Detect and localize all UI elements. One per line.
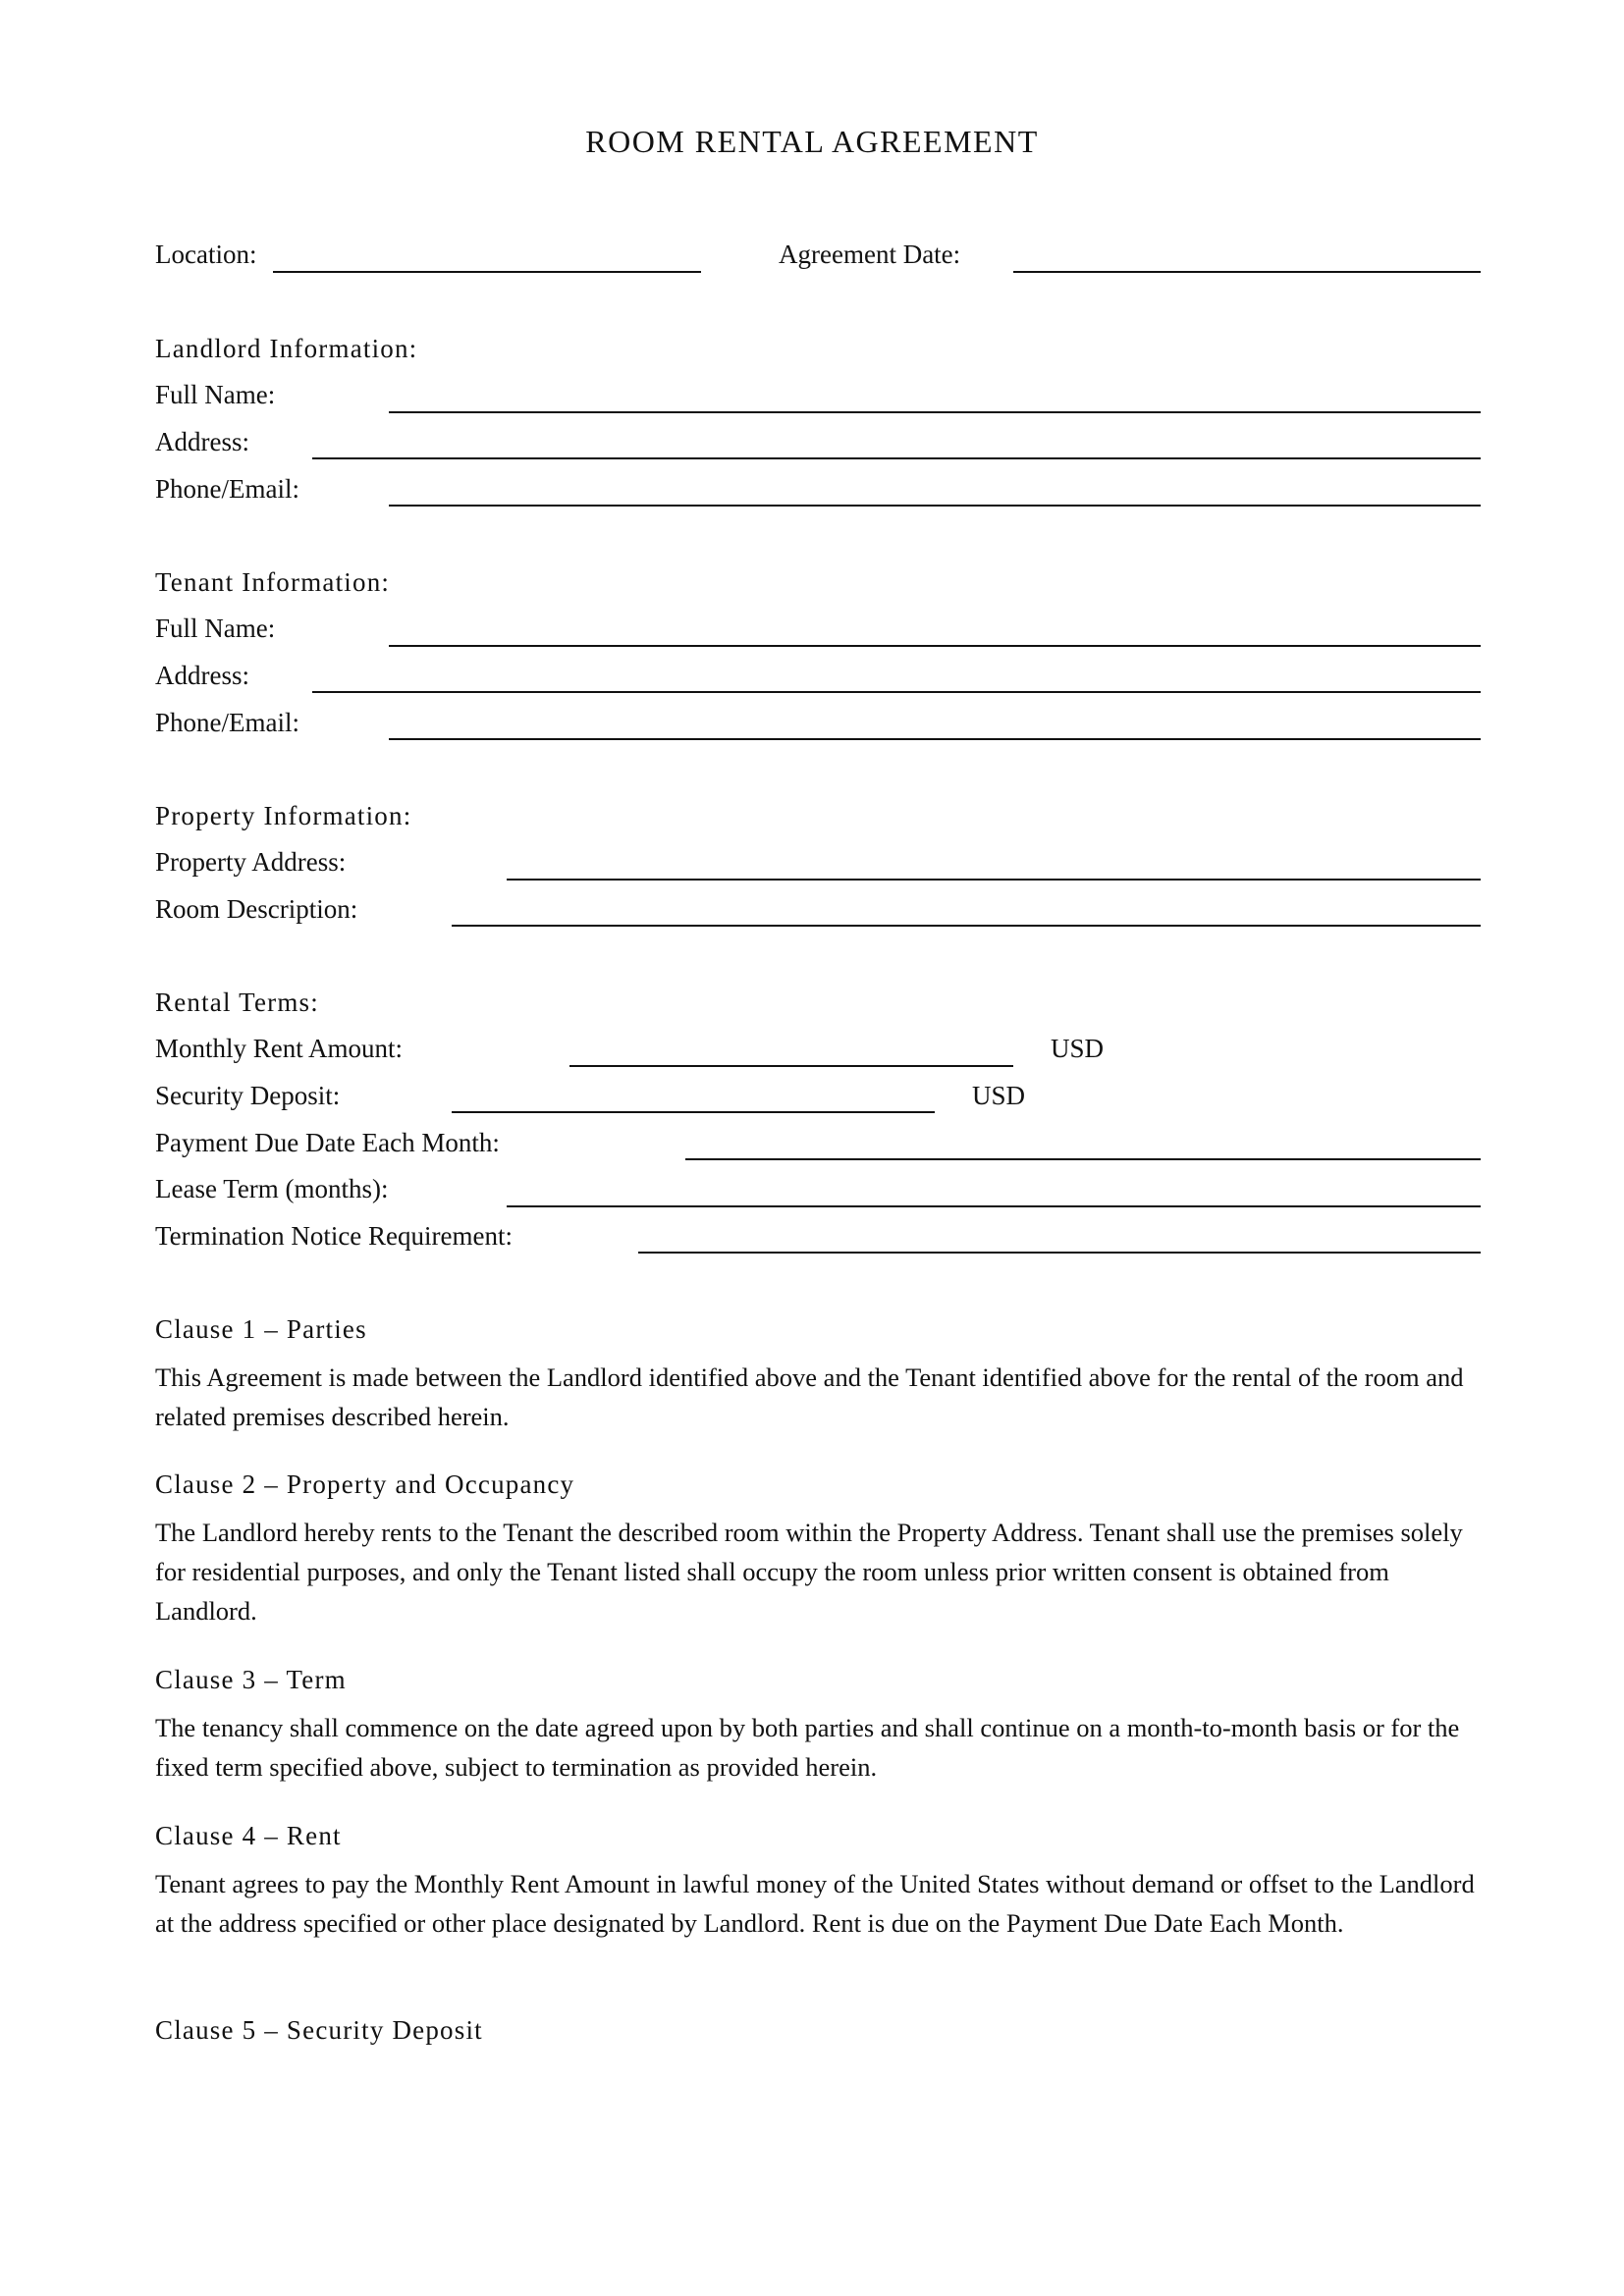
- agreement-date-field[interactable]: [1013, 271, 1481, 273]
- clause-title: Clause 2 – Property and Occupancy: [155, 1469, 575, 1499]
- security-deposit-unit: USD: [972, 1081, 1026, 1110]
- property-address-label: Property Address:: [155, 847, 347, 877]
- tenant-phone-email-label: Phone/Email:: [155, 708, 299, 737]
- landlord-full-name-label: Full Name:: [155, 380, 276, 409]
- clause-text: This Agreement is made between the Landlord identified above and the Tenant identified above for the rental of the room and related premises described herein.: [155, 1362, 1464, 1431]
- clause-title: Clause 4 – Rent: [155, 1821, 342, 1850]
- security-deposit-field[interactable]: [452, 1111, 935, 1113]
- landlord-phone-email-label: Phone/Email:: [155, 474, 299, 504]
- landlord-phone-email-field[interactable]: [389, 505, 1481, 507]
- payment-due-field[interactable]: [685, 1158, 1481, 1160]
- monthly-rent-unit: USD: [1051, 1034, 1105, 1063]
- location-label: Location:: [155, 240, 257, 269]
- landlord-address-field[interactable]: [312, 457, 1481, 459]
- property-heading: Property Information:: [155, 801, 412, 830]
- termination-notice-label: Termination Notice Requirement:: [155, 1221, 513, 1251]
- clause-text: The Landlord hereby rents to the Tenant the described room within the Property Address. Tenant shall use the premises solely for residential purposes, and only the Tenant listed shall occupy the room unless prior written consent is obtained from Landlord.: [155, 1518, 1463, 1626]
- monthly-rent-field[interactable]: [569, 1065, 1013, 1067]
- landlord-full-name-field[interactable]: [389, 411, 1481, 413]
- document-title: ROOM RENTAL AGREEMENT: [585, 124, 1039, 159]
- clause-title: Clause 5 – Security Deposit: [155, 2015, 483, 2045]
- property-address-field[interactable]: [507, 879, 1481, 881]
- location-field[interactable]: [273, 271, 701, 273]
- landlord-address-label: Address:: [155, 427, 249, 456]
- clause-text: The tenancy shall commence on the date agreed upon by both parties and shall continue on a month-to-month basis or for the fixed term specified above, subject to termination as provided herein.: [155, 1713, 1460, 1782]
- room-description-label: Room Description:: [155, 894, 358, 924]
- tenant-address-label: Address:: [155, 661, 249, 690]
- tenant-full-name-field[interactable]: [389, 645, 1481, 647]
- tenant-full-name-label: Full Name:: [155, 614, 276, 643]
- termination-notice-field[interactable]: [638, 1252, 1481, 1254]
- tenant-heading: Tenant Information:: [155, 567, 391, 597]
- rental-terms-heading: Rental Terms:: [155, 988, 319, 1017]
- monthly-rent-label: Monthly Rent Amount:: [155, 1034, 404, 1063]
- landlord-heading: Landlord Information:: [155, 334, 418, 363]
- clause-title: Clause 3 – Term: [155, 1665, 347, 1694]
- tenant-phone-email-field[interactable]: [389, 738, 1481, 740]
- tenant-address-field[interactable]: [312, 691, 1481, 693]
- room-description-field[interactable]: [452, 925, 1481, 927]
- clause-text: Tenant agrees to pay the Monthly Rent Amount in lawful money of the United States without demand or offset to the Landlord at the address specified or other place designated by Landlord. Rent is due on the Payment Due Date Each Month.: [155, 1869, 1475, 1938]
- agreement-date-label: Agreement Date:: [779, 240, 961, 269]
- payment-due-label: Payment Due Date Each Month:: [155, 1128, 500, 1157]
- security-deposit-label: Security Deposit:: [155, 1081, 341, 1110]
- lease-term-field[interactable]: [507, 1205, 1481, 1207]
- clause-title: Clause 1 – Parties: [155, 1314, 367, 1344]
- lease-term-label: Lease Term (months):: [155, 1174, 389, 1203]
